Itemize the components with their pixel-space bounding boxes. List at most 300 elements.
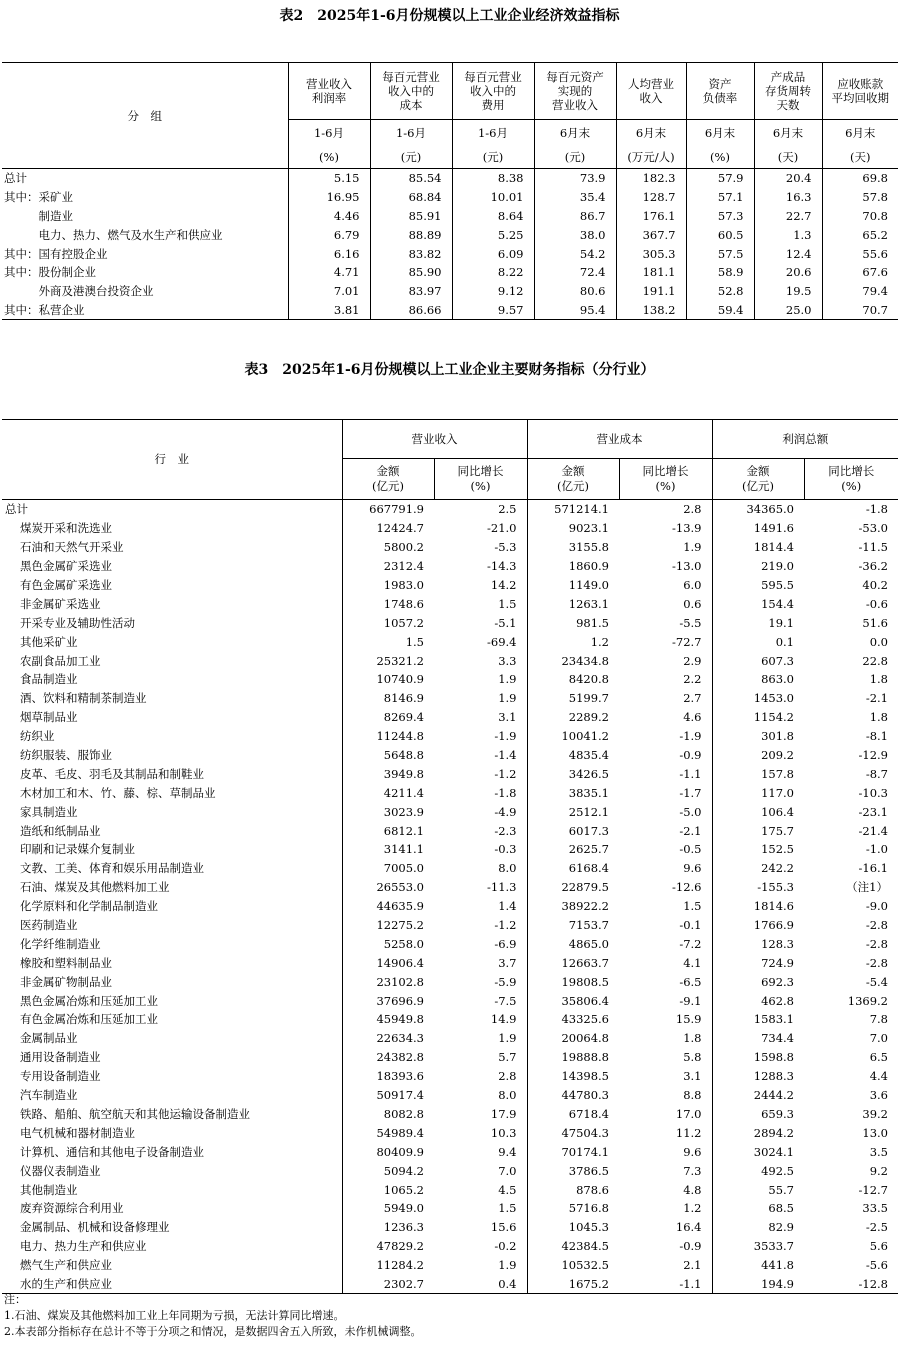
cell-value: 571214.1 — [527, 500, 619, 519]
cell-value: 38922.2 — [527, 897, 619, 916]
cell-value: 55.7 — [712, 1180, 804, 1199]
cell-value: 3023.9 — [342, 802, 434, 821]
growth-header: 同比增长 (%) — [619, 459, 712, 500]
industry-label: 家具制造业 — [20, 804, 78, 819]
cell-value: -1.9 — [494, 729, 517, 744]
column-unit: (元) — [534, 146, 616, 169]
cell-value: 14.9 — [490, 1012, 517, 1027]
table-row — [2, 1105, 898, 1124]
table-row — [2, 188, 898, 207]
column-period: 1-6月 — [370, 120, 452, 147]
industry-label: 造纸和纸制品业 — [20, 823, 101, 838]
row-label: 其中：采矿业 — [4, 190, 73, 205]
cell-value: 3.1 — [498, 710, 517, 725]
industry-label: 非金属矿采选业 — [20, 596, 101, 611]
cell-value: 37696.9 — [342, 991, 434, 1010]
industry-label: 电力、热力生产和供应业 — [20, 1239, 147, 1254]
table-row — [2, 207, 898, 226]
cell-value: 1814.6 — [712, 897, 804, 916]
cell-value: -11.5 — [858, 540, 888, 555]
table-row — [2, 1123, 898, 1142]
cell-value: -5.0 — [679, 804, 702, 819]
industry-label: 非金属矿物制品业 — [20, 974, 112, 989]
cell-value: 9.6 — [683, 861, 702, 876]
industry-label: 其他制造业 — [20, 1182, 78, 1197]
cell-value: 20064.8 — [527, 1029, 619, 1048]
column-header: 产成品 存货周转 天数 — [754, 63, 822, 120]
group-header: 分 组 — [2, 63, 288, 169]
column-period: 6月末 — [686, 120, 754, 147]
cell-value: 3024.1 — [712, 1142, 804, 1161]
cell-value: 67.6 — [822, 263, 898, 282]
cell-value: 462.8 — [712, 991, 804, 1010]
cell-value: 2512.1 — [527, 802, 619, 821]
cell-value: -4.9 — [494, 804, 517, 819]
table3-title: 表3 2025年1-6月份规模以上工业企业主要财务指标（分行业） — [244, 362, 655, 378]
cell-value: 8.64 — [452, 207, 534, 226]
cell-value: -8.7 — [865, 766, 888, 781]
cell-value: 1263.1 — [527, 594, 619, 613]
cell-value: -2.8 — [865, 936, 888, 951]
industry-label: 医药制造业 — [20, 918, 78, 933]
amount-header: 金额 (亿元) — [342, 459, 434, 500]
cell-value: -0.9 — [679, 1239, 702, 1254]
cell-value: 4.46 — [288, 207, 370, 226]
cell-value: 1.9 — [498, 672, 517, 687]
table-row — [2, 651, 898, 670]
column-header: 每百元营业 收入中的 成本 — [370, 63, 452, 120]
cell-value: 7.0 — [869, 1031, 888, 1046]
row-label: 其中：私营企业 — [4, 302, 85, 317]
cell-value: 9.12 — [452, 282, 534, 301]
cell-value: 2.7 — [683, 691, 702, 706]
cell-value: 45949.8 — [342, 1010, 434, 1029]
cell-value: 22634.3 — [342, 1029, 434, 1048]
cell-value: 3.7 — [498, 955, 517, 970]
cell-value: 1860.9 — [527, 557, 619, 576]
cell-value: 3.5 — [869, 1144, 888, 1159]
cell-value: 106.4 — [712, 802, 804, 821]
cell-value: 724.9 — [712, 953, 804, 972]
cell-value: -0.2 — [494, 1239, 517, 1254]
cell-value: -2.5 — [865, 1220, 888, 1235]
table-row — [2, 972, 898, 991]
cell-value: 68.5 — [712, 1199, 804, 1218]
cell-value: 5199.7 — [527, 689, 619, 708]
cell-value: 85.91 — [370, 207, 452, 226]
column-period: 1-6月 — [288, 120, 370, 147]
column-unit: (元) — [370, 146, 452, 169]
cell-value: -12.8 — [858, 1276, 888, 1291]
industry-label: 纺织业 — [20, 729, 55, 744]
cell-value: 1983.0 — [342, 576, 434, 595]
cell-value: -5.1 — [494, 615, 517, 630]
table-row — [2, 878, 898, 897]
cell-value: 72.4 — [534, 263, 616, 282]
cell-value: -13.9 — [672, 521, 702, 536]
cell-value: -12.9 — [858, 748, 888, 763]
industry-label: 电气机械和器材制造业 — [20, 1125, 135, 1140]
column-period: 6月末 — [616, 120, 686, 147]
cell-value: 1.5 — [498, 596, 517, 611]
cell-value: 2444.2 — [712, 1086, 804, 1105]
industry-label: 有色金属冶炼和压延加工业 — [20, 1012, 158, 1027]
industry-label: 其他采矿业 — [20, 634, 78, 649]
cell-value: 2289.2 — [527, 708, 619, 727]
cell-value: 8.22 — [452, 263, 534, 282]
cell-value: 692.3 — [712, 972, 804, 991]
cell-value: 0.1 — [712, 632, 804, 651]
cell-value: 57.9 — [686, 169, 754, 188]
cell-value: 10532.5 — [527, 1256, 619, 1275]
note-item: 1.石油、煤炭及其他燃料加工业上年同期为亏损，无法计算同比增速。 — [4, 1309, 345, 1322]
cell-value: 209.2 — [712, 746, 804, 765]
cell-value: 175.7 — [712, 821, 804, 840]
cell-value: -11.3 — [487, 880, 517, 895]
cell-value: -1.9 — [679, 729, 702, 744]
cell-value: -0.5 — [679, 842, 702, 857]
industry-label: 金属制品业 — [20, 1031, 78, 1046]
cell-value: 20.6 — [754, 263, 822, 282]
cell-value: 1748.6 — [342, 594, 434, 613]
cell-value: 7.0 — [498, 1163, 517, 1178]
cell-value: 3.1 — [683, 1069, 702, 1084]
cell-value: 176.1 — [616, 207, 686, 226]
industry-label: 铁路、船舶、航空航天和其他运输设备制造业 — [20, 1106, 250, 1121]
column-unit: (天) — [754, 146, 822, 169]
cell-value: 88.89 — [370, 225, 452, 244]
cell-value: 5949.0 — [342, 1199, 434, 1218]
cell-value: 19.5 — [754, 282, 822, 301]
cell-value: 1.8 — [683, 1031, 702, 1046]
cell-value: 1045.3 — [527, 1218, 619, 1237]
cell-value: 85.90 — [370, 263, 452, 282]
cell-value: 3835.1 — [527, 783, 619, 802]
cell-value: 8082.8 — [342, 1105, 434, 1124]
cell-value: 1.9 — [683, 540, 702, 555]
column-header: 每百元资产 实现的 营业收入 — [534, 63, 616, 120]
cell-value: 83.82 — [370, 244, 452, 263]
cell-value: 11244.8 — [342, 727, 434, 746]
table-row — [2, 1010, 898, 1029]
industry-label: 总计 — [5, 502, 28, 517]
cell-value: 3141.1 — [342, 840, 434, 859]
cell-value: 1.2 — [527, 632, 619, 651]
cell-value: 2894.2 — [712, 1123, 804, 1142]
cell-value: 12.4 — [754, 244, 822, 263]
cell-value: 9.2 — [869, 1163, 888, 1178]
industry-label: 燃气生产和供应业 — [20, 1258, 112, 1273]
cell-value: 1.5 — [498, 1201, 517, 1216]
cell-value: 1.3 — [754, 225, 822, 244]
cell-value: 70174.1 — [527, 1142, 619, 1161]
cell-value: 1453.0 — [712, 689, 804, 708]
cell-value: 0.4 — [498, 1276, 517, 1291]
cell-value: 1675.2 — [527, 1275, 619, 1294]
cell-value: -1.8 — [494, 785, 517, 800]
cell-value: -10.3 — [858, 785, 888, 800]
cell-value: 47504.3 — [527, 1123, 619, 1142]
cell-value: 19.1 — [712, 613, 804, 632]
cell-value: 2.5 — [498, 502, 517, 517]
industry-label: 食品制造业 — [20, 672, 78, 687]
column-unit: (%) — [288, 146, 370, 169]
table-row — [2, 821, 898, 840]
industry-label: 汽车制造业 — [20, 1088, 78, 1103]
cell-value: 8.38 — [452, 169, 534, 188]
cell-value: 3533.7 — [712, 1237, 804, 1256]
table-row — [2, 916, 898, 935]
cell-value: -23.1 — [858, 804, 888, 819]
table-row — [2, 169, 898, 188]
cell-value: 58.9 — [686, 263, 754, 282]
cell-value: 152.5 — [712, 840, 804, 859]
row-label: 外商及港澳台投资企业 — [4, 284, 154, 299]
cell-value: 54989.4 — [342, 1123, 434, 1142]
cell-value: 1598.8 — [712, 1048, 804, 1067]
cell-value: 7.01 — [288, 282, 370, 301]
cell-value: 5.25 — [452, 225, 534, 244]
column-header: 营业收入 利润率 — [288, 63, 370, 120]
cell-value: 595.5 — [712, 576, 804, 595]
column-header: 资产 负债率 — [686, 63, 754, 120]
cell-value: -72.7 — [672, 634, 702, 649]
cell-value: 6017.3 — [527, 821, 619, 840]
cell-value: 0.0 — [869, 634, 888, 649]
cell-value: -16.1 — [858, 861, 888, 876]
cell-value: 607.3 — [712, 651, 804, 670]
cell-value: 33.5 — [862, 1201, 888, 1216]
cell-value: 57.5 — [686, 244, 754, 263]
cell-value: 35806.4 — [527, 991, 619, 1010]
cell-value: 22.7 — [754, 207, 822, 226]
cell-value: 4865.0 — [527, 934, 619, 953]
cell-value: 12424.7 — [342, 519, 434, 538]
table-row — [2, 783, 898, 802]
industry-label: 石油、煤炭及其他燃料加工业 — [20, 880, 170, 895]
cell-value: 4.71 — [288, 263, 370, 282]
table3 — [2, 419, 898, 1294]
cell-value: 59.4 — [686, 301, 754, 320]
cell-value: 86.66 — [370, 301, 452, 320]
cell-value: 8.0 — [498, 861, 517, 876]
cell-value: 492.5 — [712, 1161, 804, 1180]
table-row — [2, 1086, 898, 1105]
cell-value: 2.8 — [683, 502, 702, 517]
cell-value: -5.3 — [494, 540, 517, 555]
cell-value: 4.1 — [683, 955, 702, 970]
cell-value: 85.54 — [370, 169, 452, 188]
cell-value: 305.3 — [616, 244, 686, 263]
cell-value: 8146.9 — [342, 689, 434, 708]
group-column-header: 营业收入 — [342, 420, 527, 459]
cell-value: -5.6 — [865, 1258, 888, 1273]
cell-value: -2.3 — [494, 823, 517, 838]
cell-value: 1057.2 — [342, 613, 434, 632]
cell-value: 191.1 — [616, 282, 686, 301]
cell-value: -7.2 — [679, 936, 702, 951]
cell-value: 70.8 — [822, 207, 898, 226]
industry-label: 皮革、毛皮、羽毛及其制品和制鞋业 — [20, 766, 204, 781]
cell-value: 55.6 — [822, 244, 898, 263]
cell-value: -14.3 — [487, 559, 517, 574]
cell-value: 57.1 — [686, 188, 754, 207]
cell-value: 10041.2 — [527, 727, 619, 746]
cell-value: 242.2 — [712, 859, 804, 878]
cell-value: 2625.7 — [527, 840, 619, 859]
cell-value: 51.6 — [862, 615, 888, 630]
cell-value: 23434.8 — [527, 651, 619, 670]
cell-value: -1.8 — [865, 502, 888, 517]
table-row — [2, 263, 898, 282]
industry-label: 金属制品、机械和设备修理业 — [20, 1220, 170, 1235]
cell-value: 11284.2 — [342, 1256, 434, 1275]
cell-value: -1.0 — [865, 842, 888, 857]
cell-value: 8269.4 — [342, 708, 434, 727]
cell-value: 2.8 — [498, 1069, 517, 1084]
table-row — [2, 953, 898, 972]
table-row — [2, 594, 898, 613]
cell-value: 1.5 — [683, 899, 702, 914]
industry-label: 印刷和记录媒介复制业 — [20, 842, 135, 857]
cell-value: -0.9 — [679, 748, 702, 763]
column-period: 6月末 — [534, 120, 616, 147]
cell-value: 17.0 — [675, 1106, 702, 1121]
table-row — [2, 557, 898, 576]
table-row — [2, 934, 898, 953]
cell-value: 3949.8 — [342, 764, 434, 783]
cell-value: 1766.9 — [712, 916, 804, 935]
cell-value: 117.0 — [712, 783, 804, 802]
cell-value: 42384.5 — [527, 1237, 619, 1256]
cell-value: 8420.8 — [527, 670, 619, 689]
cell-value: 7005.0 — [342, 859, 434, 878]
table-row — [2, 1237, 898, 1256]
cell-value: -1.1 — [679, 1276, 702, 1291]
table-row — [2, 519, 898, 538]
cell-value: 981.5 — [527, 613, 619, 632]
cell-value: 154.4 — [712, 594, 804, 613]
cell-value: 1065.2 — [342, 1180, 434, 1199]
cell-value: 863.0 — [712, 670, 804, 689]
table-row — [2, 1199, 898, 1218]
table-row — [2, 282, 898, 301]
cell-value: 70.7 — [822, 301, 898, 320]
industry-header: 行 业 — [2, 420, 342, 500]
table-row — [2, 632, 898, 651]
row-label: 制造业 — [4, 208, 73, 223]
cell-value: 52.8 — [686, 282, 754, 301]
cell-value: 15.9 — [675, 1012, 702, 1027]
cell-value: 5094.2 — [342, 1161, 434, 1180]
industry-label: 有色金属矿采选业 — [20, 578, 112, 592]
cell-value: 2.9 — [683, 653, 702, 668]
cell-value: 12663.7 — [527, 953, 619, 972]
table-row — [2, 1142, 898, 1161]
cell-value: 1288.3 — [712, 1067, 804, 1086]
cell-value: 4.5 — [498, 1182, 517, 1197]
cell-value: -6.9 — [494, 936, 517, 951]
cell-value: 1.5 — [342, 632, 434, 651]
cell-value: 83.97 — [370, 282, 452, 301]
industry-label: 计算机、通信和其他电子设备制造业 — [20, 1144, 204, 1159]
table-row — [2, 1218, 898, 1237]
cell-value: -2.1 — [679, 823, 702, 838]
table-row — [2, 746, 898, 765]
industry-label: 专用设备制造业 — [20, 1069, 101, 1084]
cell-value: 8.8 — [683, 1088, 702, 1103]
table-row — [2, 500, 898, 519]
cell-value: 60.5 — [686, 225, 754, 244]
cell-value: 44780.3 — [527, 1086, 619, 1105]
cell-value: 79.4 — [822, 282, 898, 301]
industry-label: 纺织服装、服饰业 — [20, 748, 112, 763]
cell-value: 2312.4 — [342, 557, 434, 576]
cell-value: -5.9 — [494, 974, 517, 989]
column-unit: (元) — [452, 146, 534, 169]
cell-value: 1236.3 — [342, 1218, 434, 1237]
cell-value: 7.3 — [683, 1163, 702, 1178]
cell-value: 6.09 — [452, 244, 534, 263]
table-row — [2, 689, 898, 708]
cell-value: 0.6 — [683, 596, 702, 611]
table-row — [2, 576, 898, 595]
cell-value: -1.1 — [679, 766, 702, 781]
cell-value: 40.2 — [862, 578, 888, 592]
table-row — [2, 538, 898, 557]
cell-value: -8.1 — [865, 729, 888, 744]
cell-value: 9.6 — [683, 1144, 702, 1159]
column-period: 6月末 — [754, 120, 822, 147]
cell-value: -1.4 — [494, 748, 517, 763]
cell-value: 22.8 — [862, 653, 888, 668]
cell-value: 50917.4 — [342, 1086, 434, 1105]
cell-value: 1149.0 — [527, 576, 619, 595]
table-row — [2, 1180, 898, 1199]
industry-label: 水的生产和供应业 — [20, 1276, 112, 1291]
cell-value: 182.3 — [616, 169, 686, 188]
cell-value: -5.4 — [865, 974, 888, 989]
cell-value: -36.2 — [858, 559, 888, 574]
table-row — [2, 897, 898, 916]
industry-label: 通用设备制造业 — [20, 1050, 101, 1065]
column-unit: (天) — [822, 146, 898, 169]
cell-value: 4211.4 — [342, 783, 434, 802]
cell-value: 16.3 — [754, 188, 822, 207]
group-column-header: 营业成本 — [527, 420, 712, 459]
table-row — [2, 764, 898, 783]
cell-value: 3786.5 — [527, 1161, 619, 1180]
cell-value: 5800.2 — [342, 538, 434, 557]
cell-value: 1.9 — [498, 1258, 517, 1273]
cell-value: 181.1 — [616, 263, 686, 282]
cell-value: 16.95 — [288, 188, 370, 207]
cell-value: -2.8 — [865, 918, 888, 933]
industry-label: 化学原料和化学制品制造业 — [20, 899, 158, 914]
cell-value: 8.0 — [498, 1088, 517, 1103]
cell-value: 6.16 — [288, 244, 370, 263]
industry-label: 黑色金属矿采选业 — [20, 559, 112, 574]
industry-label: 烟草制品业 — [20, 710, 78, 725]
cell-value: 1154.2 — [712, 708, 804, 727]
cell-value: 23102.8 — [342, 972, 434, 991]
cell-value: 1.4 — [498, 899, 517, 914]
cell-value: -21.4 — [858, 823, 888, 838]
row-label: 其中：股份制企业 — [4, 265, 96, 280]
table-row — [2, 991, 898, 1010]
cell-value: 157.8 — [712, 764, 804, 783]
cell-value: -5.5 — [679, 615, 702, 630]
